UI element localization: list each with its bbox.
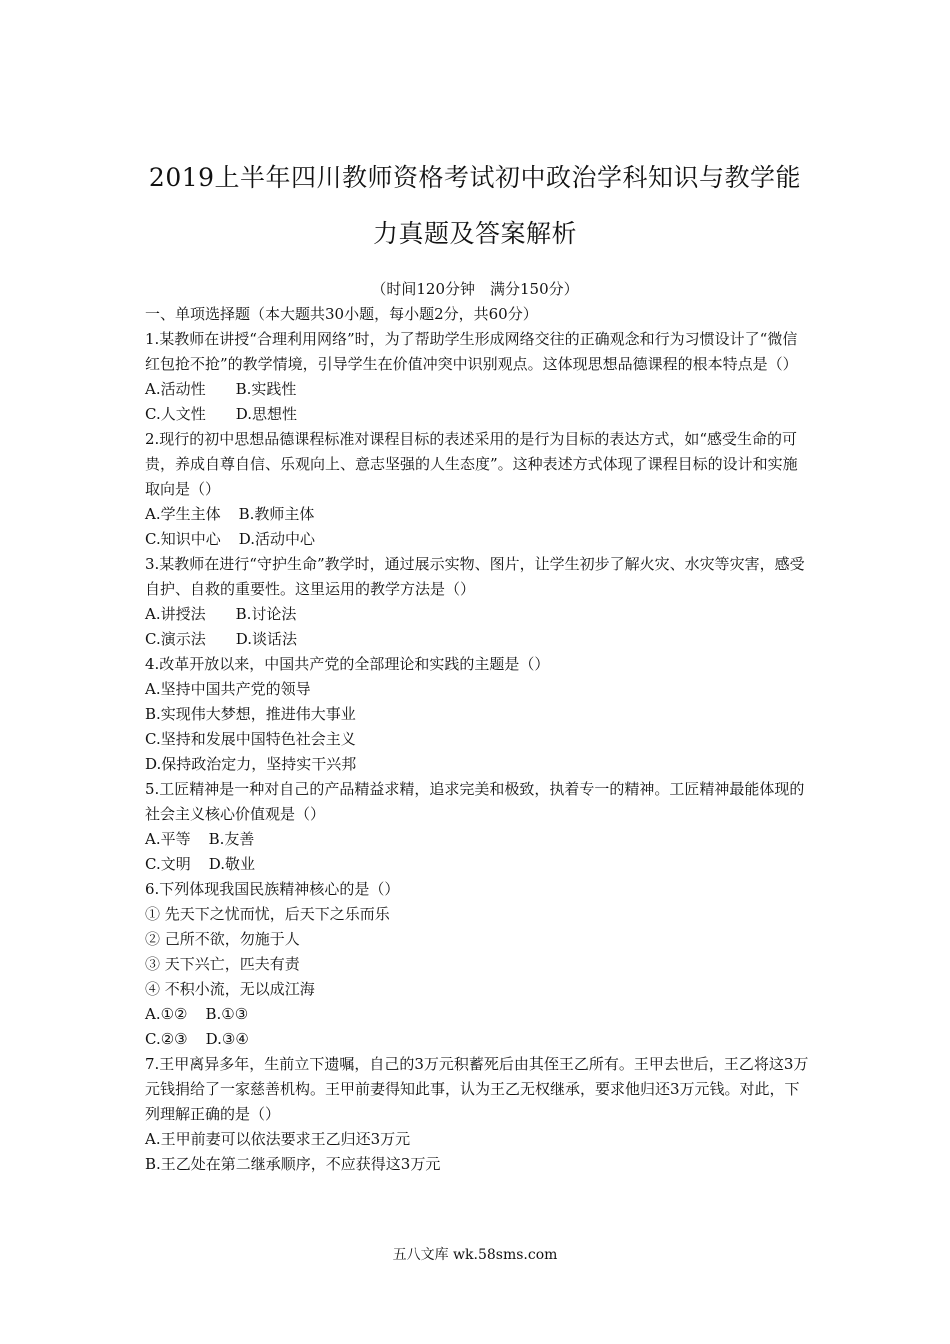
question-4-option-d: D.保持政治定力，坚持实干兴邦 [145, 755, 357, 773]
option-a: A.①② [145, 1005, 188, 1023]
question-6-options-row-2 [145, 1027, 810, 1052]
option-d: D.活动中心 [238, 530, 315, 548]
question-6-options-row-1 [145, 1002, 810, 1027]
option-c: C.知识中心 [145, 530, 221, 548]
question-1-options-row-1 [145, 377, 810, 402]
option-a: A.平等 [145, 830, 191, 848]
option-b: B.①③ [205, 1005, 249, 1023]
question-4-stem: 4.改革开放以来，中国共产党的全部理论和实践的主题是（） [145, 655, 550, 673]
option-d: D.思想性 [235, 405, 297, 423]
question-1-stem: 1.某教师在讲授“合理利用网络”时，为了帮助学生形成网络交往的正确观念和行为习惯设计了“微信红包抢不抢”的教学情境，引导学生在价值冲突中识别观点。这体现思想品德课程的根本特点是（） [145, 330, 798, 373]
footer-watermark-text: 五八文库 wk.58sms.com [392, 1247, 558, 1263]
question-3-options-row-2 [145, 627, 810, 652]
question-2-options-row-2 [145, 527, 810, 552]
question-3-options-row-1 [145, 602, 810, 627]
question-6-item-3: ③ 天下兴亡，匹夫有责 [145, 955, 300, 973]
question-6-stem: 6.下列体现我国民族精神核心的是（） [145, 880, 400, 898]
question-4-option-c: C.坚持和发展中国特色社会主义 [145, 730, 356, 748]
option-a: A.活动性 [145, 380, 206, 398]
question-2-options-row-1 [145, 502, 810, 527]
option-a: A.讲授法 [145, 605, 206, 623]
option-c: C.演示法 [145, 630, 206, 648]
section-heading: 一、单项选择题（本大题共30小题，每小题2分，共60分） [145, 305, 538, 323]
option-b: B.友善 [208, 830, 255, 848]
exam-time-info: （时间120分钟 满分150分） [371, 280, 579, 298]
option-d: D.敬业 [208, 855, 255, 873]
document-body [145, 302, 810, 1177]
option-c: C.人文性 [145, 405, 206, 423]
option-b: B.教师主体 [238, 505, 315, 523]
question-6-item-4: ④ 不积小流，无以成江海 [145, 980, 315, 998]
question-2-stem: 2.现行的初中思想品德课程标准对课程目标的表述采用的是行为目标的表达方式，如“感受生命的可贵，养成自尊自信、乐观向上、意志坚强的人生态度”。这种表述方式体现了课程目标的设计和实施取向是（） [145, 430, 798, 498]
question-7-option-b: B.王乙处在第二继承顺序，不应获得这3万元 [145, 1155, 441, 1173]
question-3-stem: 3.某教师在进行“守护生命”教学时，通过展示实物、图片，让学生初步了解火灾、水灾等灾害，感受自护、自救的重要性。这里运用的教学方法是（） [145, 555, 805, 598]
question-7-option-a: A.王甲前妻可以依法要求王乙归还3万元 [145, 1130, 411, 1148]
question-1-options-row-2 [145, 402, 810, 427]
question-4-option-a: A.坚持中国共产党的领导 [145, 680, 311, 698]
question-5-options-row-2 [145, 852, 810, 877]
option-d: D.谈话法 [235, 630, 297, 648]
option-b: B.讨论法 [235, 605, 297, 623]
option-c: C.②③ [145, 1030, 188, 1048]
option-c: C.文明 [145, 855, 191, 873]
title-line-2: 力真题及答案解析 [372, 219, 577, 248]
question-4-option-b: B.实现伟大梦想，推进伟大事业 [145, 705, 356, 723]
question-5-options-row-1 [145, 827, 810, 852]
option-a: A.学生主体 [145, 505, 221, 523]
question-5-stem: 5.工匠精神是一种对自己的产品精益求精，追求完美和极致，执着专一的精神。工匠精神最能体现的社会主义核心价值观是（） [145, 780, 805, 823]
question-6-item-1: ① 先天下之忧而忧，后天下之乐而乐 [145, 905, 390, 923]
document-title [100, 150, 850, 262]
question-6-item-2: ② 己所不欲，勿施于人 [145, 930, 300, 948]
option-b: B.实践性 [235, 380, 297, 398]
title-line-1: 2019上半年四川教师资格考试初中政治学科知识与教学能 [148, 163, 802, 192]
question-7-stem: 7.王甲离异多年，生前立下遗嘱，自己的3万元积蓄死后由其侄王乙所有。王甲去世后，王乙将这3万元钱捐给了一家慈善机构。王甲前妻得知此事，认为王乙无权继承，要求他归还3万元钱。对此，下列理解正确的是（） [145, 1055, 809, 1123]
option-d: D.③④ [205, 1030, 249, 1048]
